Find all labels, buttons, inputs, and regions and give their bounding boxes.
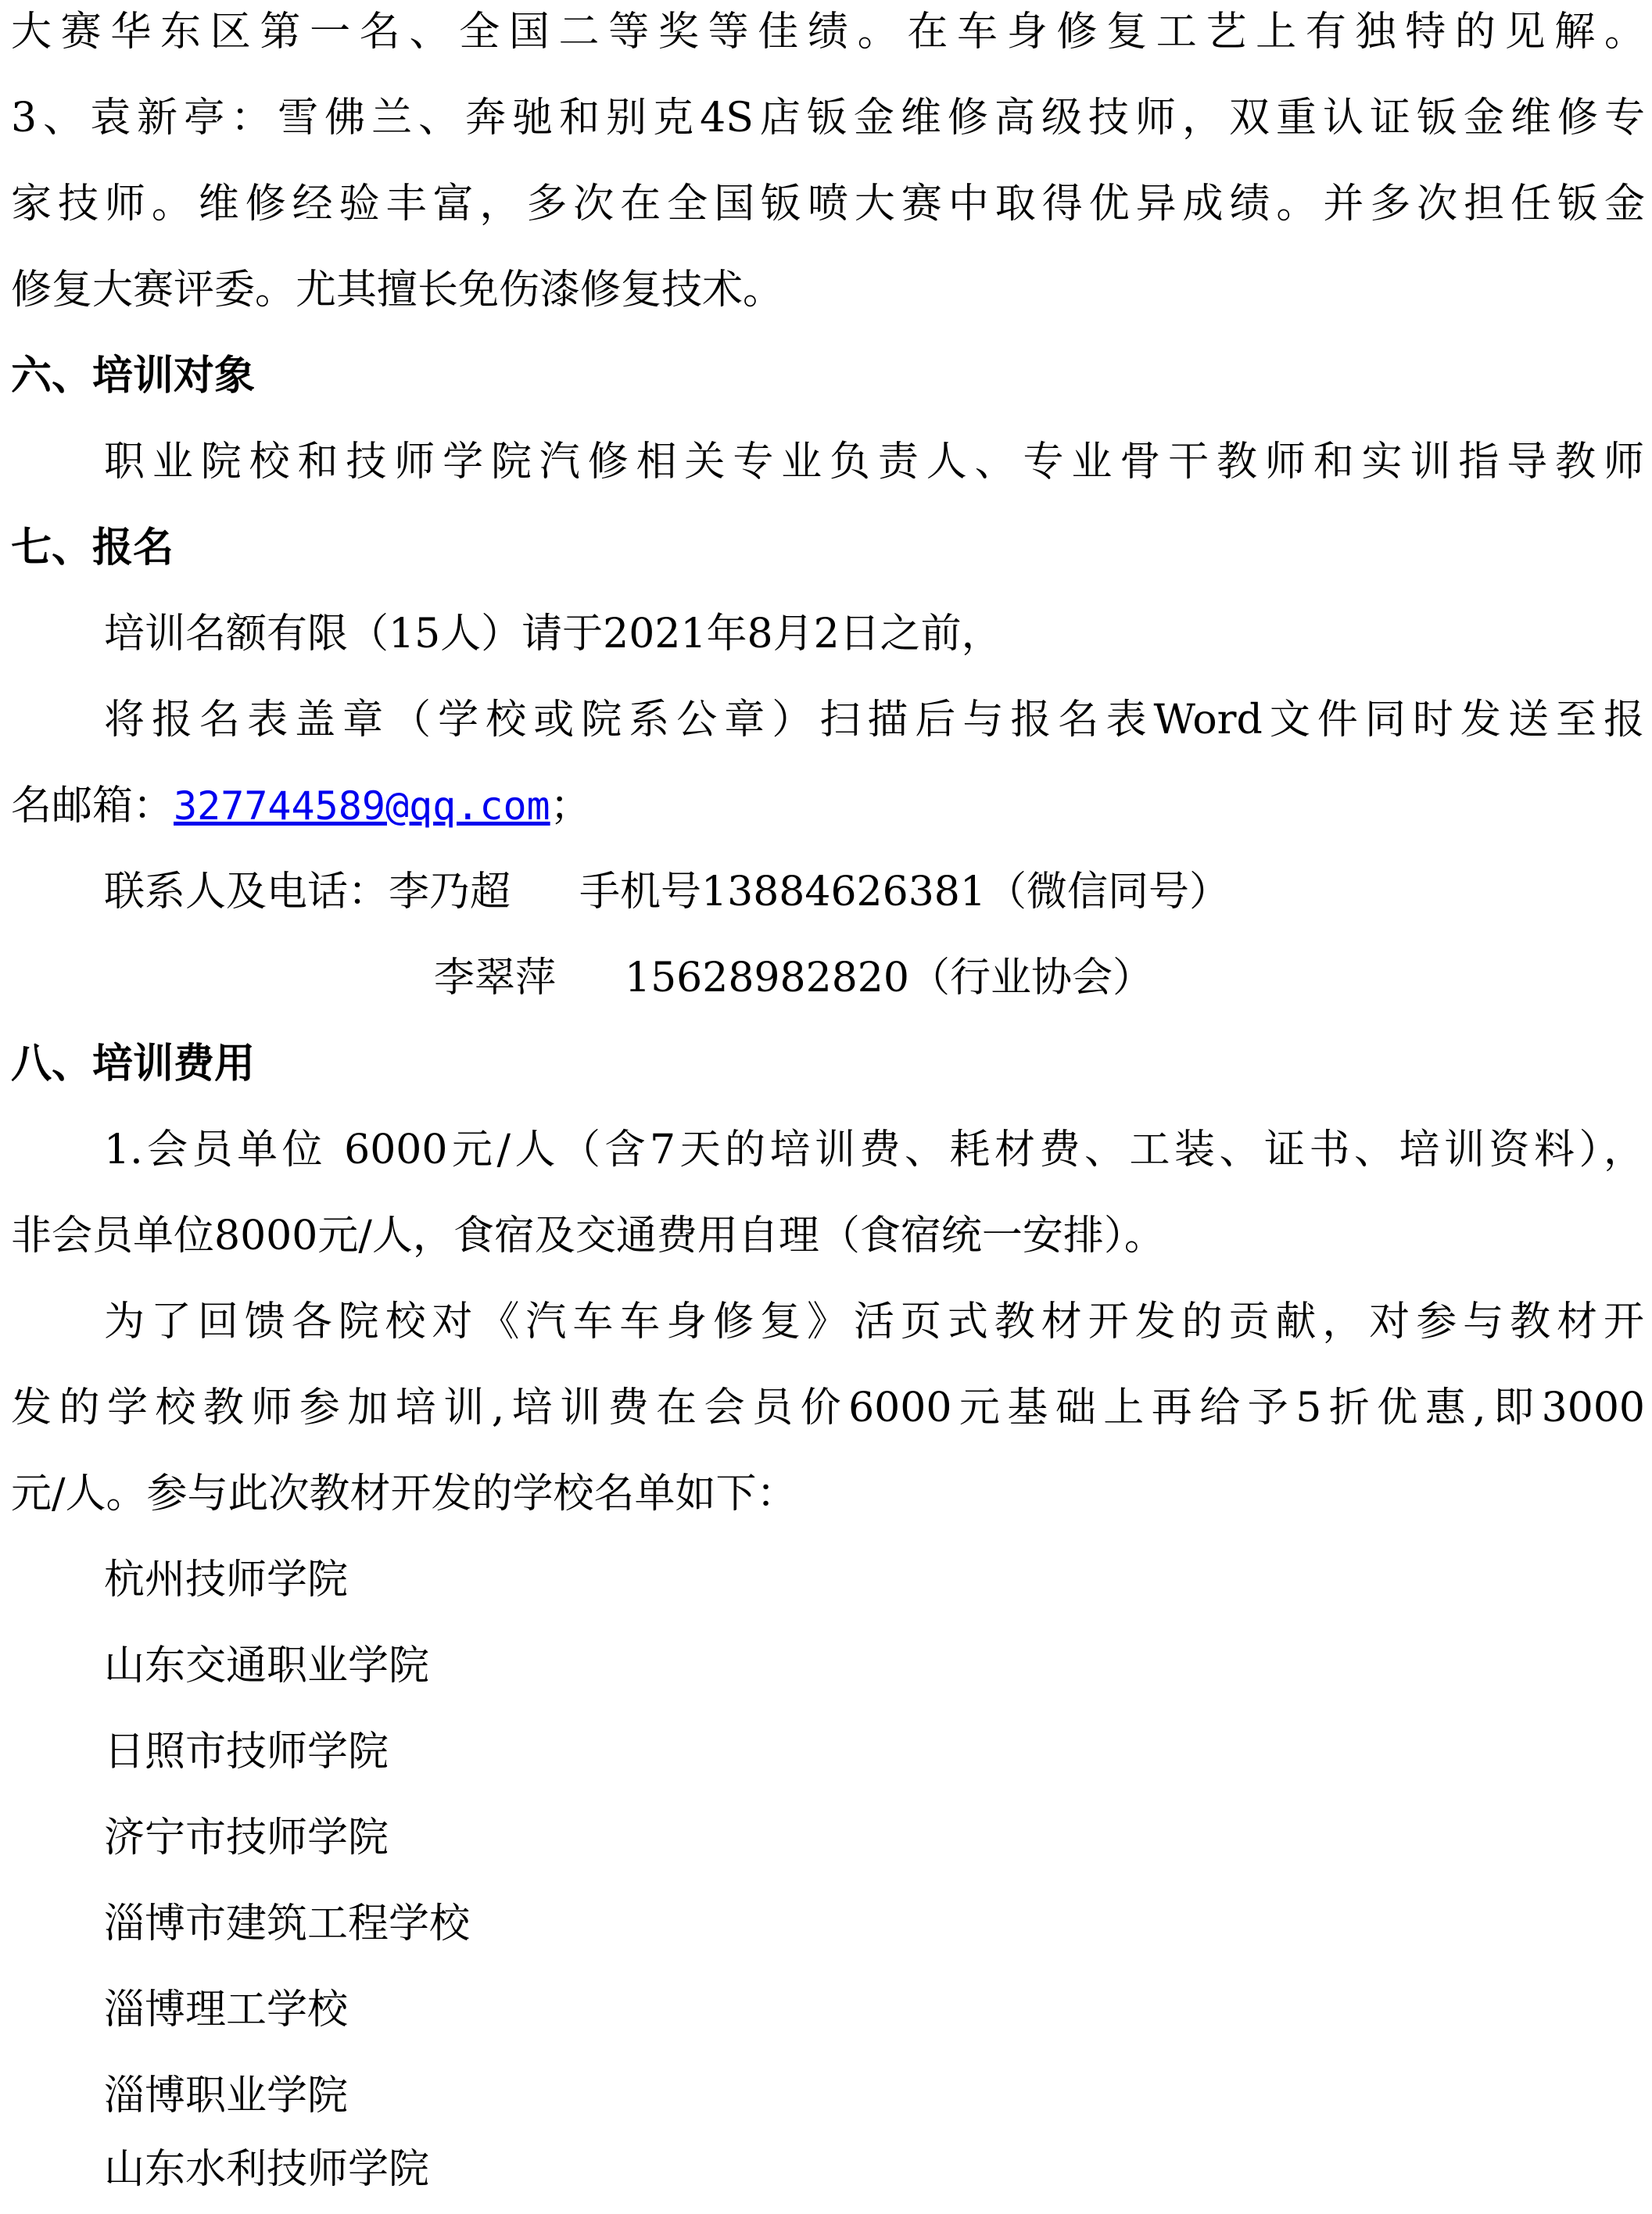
- quota-text: 培训名额有限（15人）请于2021年8月2日之前，: [104, 611, 1002, 657]
- section-heading-6: 六、培训对象: [11, 353, 256, 399]
- school-list-item: 淄博职业学院: [104, 2072, 349, 2119]
- paragraph-line: 大赛华东区第一名、全国二等奖等佳绩。在车身修复工艺上有独特的见解。: [11, 9, 1645, 56]
- school-list-item: 杭州技师学院: [104, 1557, 349, 1603]
- fee-text-line: 非会员单位8000元/人，食宿及交通费用自理（食宿统一安排）。: [11, 1213, 1165, 1259]
- contact-phone: 15628982820（行业协会）: [625, 955, 1153, 1001]
- paragraph-line: 3、袁新亭：雪佛兰、奔驰和别克4S店钣金维修高级技师，双重认证钣金维修专: [11, 95, 1645, 142]
- school-list-item: 山东交通职业学院: [104, 1643, 430, 1689]
- school-list-item: 山东水利技师学院: [104, 2146, 430, 2193]
- contact-name: 李乃超: [389, 869, 511, 915]
- contact-name: 李翠萍: [434, 955, 557, 1001]
- school-list-item: 淄博市建筑工程学校: [104, 1901, 471, 1947]
- email-line: [11, 763, 1645, 849]
- contact-phone: 手机号13884626381（微信同号）: [579, 869, 1230, 915]
- discount-text-line: 为了回馈各院校对《汽车车身修复》活页式教材开发的贡献，对参与教材开: [104, 1299, 1644, 1345]
- section-heading-8: 八、培训费用: [11, 1041, 256, 1087]
- email-prefix: 名邮箱：: [11, 783, 174, 829]
- target-audience-text: 职业院校和技师学院汽修相关专业负责人、专业骨干教师和实训指导教师: [104, 439, 1644, 485]
- fee-text-line: 1.会员单位 6000元/人（含7天的培训费、耗材费、工装、证书、培训资料），: [104, 1127, 1644, 1173]
- school-list-item: 日照市技师学院: [104, 1729, 389, 1775]
- school-list-item: 济宁市技师学院: [104, 1815, 389, 1861]
- school-list-item: 淄博理工学校: [104, 1987, 349, 2033]
- contact-label: 联系人及电话：: [104, 869, 389, 915]
- submit-instructions: 将报名表盖章（学校或院系公章）扫描后与报名表Word文件同时发送至报: [104, 697, 1644, 743]
- paragraph-line: 修复大赛评委。尤其擅长免伤漆修复技术。: [11, 267, 784, 313]
- paragraph-line: 家技师。维修经验丰富，多次在全国钣喷大赛中取得优异成绩。并多次担任钣金: [11, 181, 1645, 227]
- discount-text-line: 发的学校教师参加培训,培训费在会员价6000元基础上再给予5折优惠,即3000: [11, 1385, 1645, 1431]
- email-suffix: ；: [550, 783, 591, 829]
- contact-line-2: [434, 935, 1607, 1021]
- contact-line-1: [104, 849, 1644, 935]
- email-link[interactable]: 327744589@qq.com: [174, 783, 550, 829]
- section-heading-7: 七、报名: [11, 525, 174, 571]
- discount-text-line: 元/人。参与此次教材开发的学校名单如下：: [11, 1471, 797, 1517]
